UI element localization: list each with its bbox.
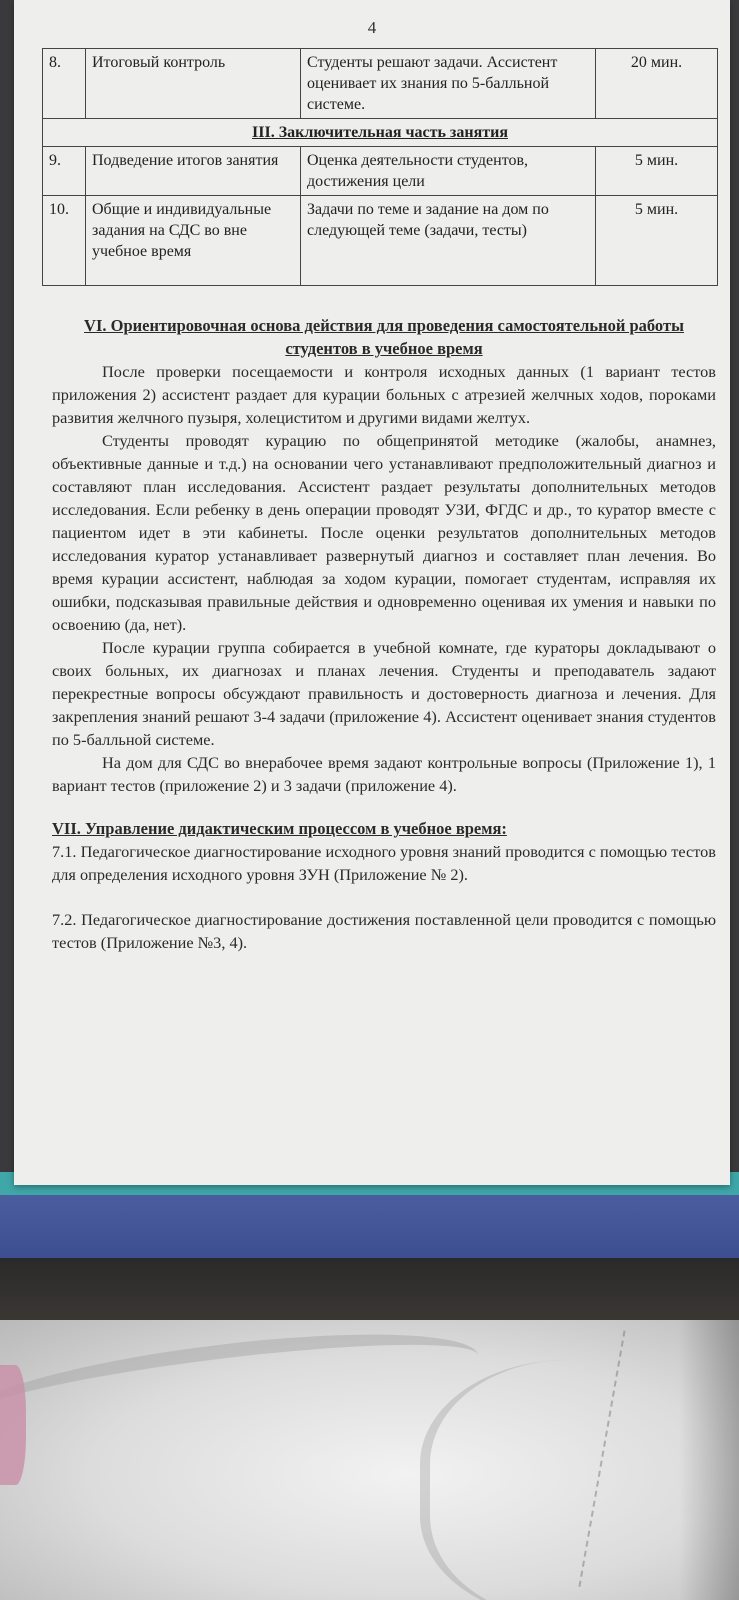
section-7-title: VII. Управление дидактическим процессом в учебное время: [52,819,507,838]
paragraph: После проверки посещаемости и контроля исходных данных (1 вариант тестов приложения 2) ассистент раздает для курации больных с атрезией желчных ходов, пороками развития желчного пузыря, холециститом и другими видами желтух. [52,362,716,427]
row-time: 5 мин. [596,196,718,286]
row-stage: Подведение итогов занятия [86,147,301,196]
section-title: III. Заключительная часть занятия [43,119,718,147]
row-description: Студенты решают задачи. Ассистент оценивает их знания по 5-балльной системе. [301,49,596,119]
paragraph: Студенты проводят курацию по общепринятой методике (жалобы, анамнез, объективные данные и т.д.) на основании чего устанавливают предположительный диагноз и составляют план исследования. Ассистент раздает результаты дополнительных методов исследования. Если ребенку в день операции проводят УЗИ, ФГДС и др., то куратор вместе с пациентом идет в эти кабинеты. После оценки результатов дополнительных методов исследования куратор устанавливает развернутый диагноз и составляет план лечения. Во время курации ассистент, наблюдая за ходом курации, помогает студентам, исправляя их ошибки, подсказывая правильные действия и одновременно оценивая их умения и навыки по освоению (да, нет). [52,431,716,634]
document-page [14,0,730,1185]
folder-cover-blue [0,1195,739,1260]
table-row [43,49,718,119]
paragraph: После курации группа собирается в учебной комнате, где кураторы докладывают о своих больных, их диагнозах и планах лечения. Студенты и преподаватель задают перекрестные вопросы обсуждают правильность и достоверность диагноза и лечения. Для закрепления знаний решают 3-4 задачи (приложение 4). Ассистент оценивает знания студентов по 5-балльной системе. [52,638,716,749]
paragraph: На дом для СДС во внерабочее время задают контрольные вопросы (Приложение 1), 1 вариант тестов (приложение 2) и 3 задачи (приложение 4). [52,753,716,795]
document-body [52,314,716,954]
background-shadow [0,1258,739,1328]
row-description: Оценка деятельности студентов, достижения цели [301,147,596,196]
row-stage: Общие и индивидуальные задания на СДС во вне учебное время [86,196,301,286]
row-time: 20 мин. [596,49,718,119]
white-fabric-background [0,1320,739,1600]
section-6-title: VI. Ориентировочная основа действия для проведения самостоятельной работы студентов в учебное время [84,316,684,358]
row-number: 10. [43,196,86,286]
row-time: 5 мин. [596,147,718,196]
row-description: Задачи по теме и задание на дом по следующей теме (задачи, тесты) [301,196,596,286]
table-row [43,147,718,196]
row-number: 8. [43,49,86,119]
table-section-row [43,119,718,147]
row-stage: Итоговый контроль [86,49,301,119]
page-number: 4 [367,18,377,37]
item-7-2: 7.2. Педагогическое диагностирование достижения поставленной цели проводится с помощью тестов (Приложение №3, 4). [52,910,716,952]
row-number: 9. [43,147,86,196]
lesson-plan-table [42,48,718,286]
item-7-1: 7.1. Педагогическое диагностирование исходного уровня знаний проводится с помощью тестов для определения исходного уровня ЗУН (Приложение № 2). [52,842,716,884]
table-row [43,196,718,286]
